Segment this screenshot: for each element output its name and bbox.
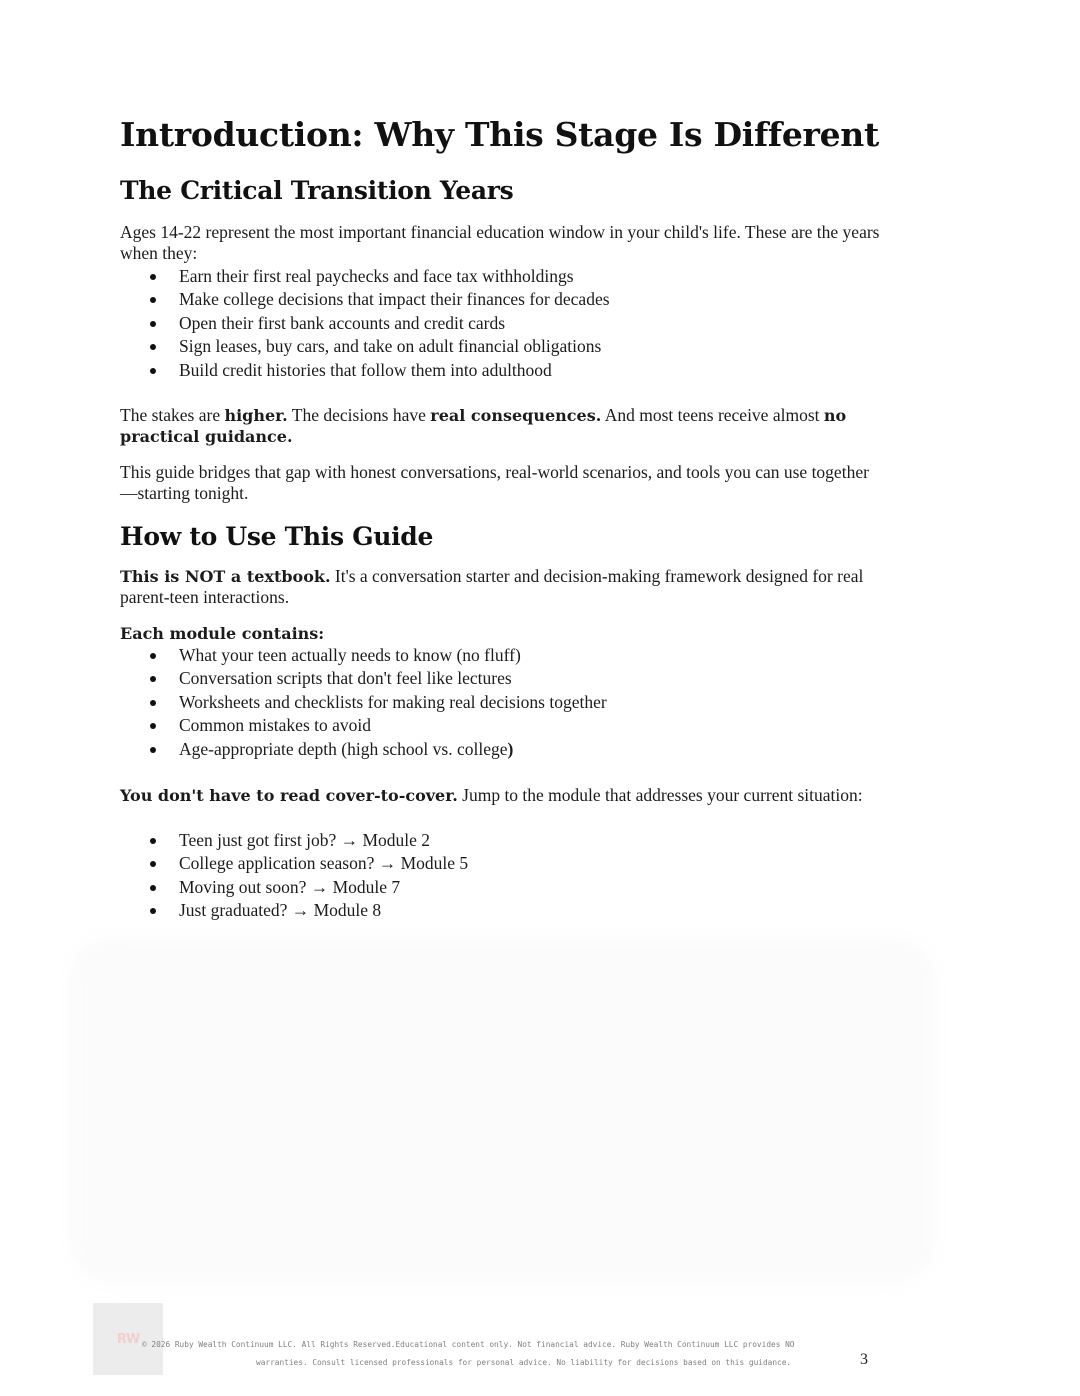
list-item: Common mistakes to avoid (120, 714, 607, 737)
section-heading-how-to-use: How to Use This Guide (120, 522, 434, 551)
not-textbook-bold: This is NOT a textbook. (120, 567, 331, 586)
intro-paragraph: Ages 14-22 represent the most important financial education window in your child's life. These are the years when they: (120, 222, 880, 263)
list-item: What your teen actually needs to know (no fluff) (120, 644, 607, 667)
list-item: College application season? → Module 5 (120, 852, 468, 875)
list-item: Build credit histories that follow them into adulthood (120, 359, 610, 382)
list-item: Earn their first real paychecks and face tax withholdings (120, 265, 610, 288)
list-item: Sign leases, buy cars, and take on adult financial obligations (120, 335, 610, 358)
list-item-text: Age-appropriate depth (high school vs. college (179, 738, 508, 759)
list-item: Just graduated? → Module 8 (120, 899, 468, 922)
bridge-paragraph: This guide bridges that gap with honest conversations, real-world scenarios, and tools you can use together—starting tonight. (120, 462, 869, 503)
stakes-bold-higher: higher. (224, 406, 288, 425)
transition-bullet-list (120, 265, 610, 382)
module-bullet-list (120, 644, 607, 761)
stakes-bold-consequences: real consequences. (430, 406, 602, 425)
situation-bullet-list (120, 829, 468, 923)
stakes-paragraph (120, 405, 880, 447)
section-heading-transition-years: The Critical Transition Years (120, 176, 514, 205)
list-item: Open their first bank accounts and credit cards (120, 312, 610, 335)
stakes-text-3: And most teens receive almost (601, 405, 824, 425)
footer-copyright-line-2: warranties. Consult licensed professionals for personal advice. No liability for decisions based on this guidance. (256, 1358, 792, 1367)
cover-paragraph (120, 785, 880, 806)
not-textbook-text: It's a conversation starter and decision-making framework designed for real parent-teen interactions. (120, 566, 864, 607)
stakes-text-2: The decisions have (287, 405, 431, 425)
list-item: Make college decisions that impact their finances for decades (120, 288, 610, 311)
footer-logo (93, 1303, 163, 1375)
stakes-bold-guidance: no practical guidance. (120, 406, 847, 446)
faded-background-panel (70, 938, 935, 1283)
list-item: Conversation scripts that don't feel like lectures (120, 667, 607, 690)
cover-text: Jump to the module that addresses your current situation: (457, 785, 863, 805)
logo-text: RW (116, 1331, 140, 1347)
not-textbook-paragraph (120, 566, 880, 608)
list-item: Teen just got first job? → Module 2 (120, 829, 468, 852)
list-item-paren: ) (507, 738, 514, 759)
list-item: Moving out soon? → Module 7 (120, 876, 468, 899)
list-item: Worksheets and checklists for making real decisions together (120, 691, 607, 714)
stakes-text-1: The stakes are (120, 405, 225, 425)
page-title: Introduction: Why This Stage Is Different (120, 115, 879, 154)
module-contains-heading (120, 623, 880, 644)
page-number: 3 (860, 1351, 868, 1368)
module-contains-bold: Each module contains: (120, 624, 325, 643)
list-item (120, 738, 607, 761)
footer-copyright-line-1: © 2026 Ruby Wealth Continuum LLC. All Rights Reserved.Educational content only. Not financial advice. Ruby Wealth Continuum LLC provides NO (142, 1340, 795, 1349)
cover-bold: You don't have to read cover-to-cover. (120, 786, 458, 805)
